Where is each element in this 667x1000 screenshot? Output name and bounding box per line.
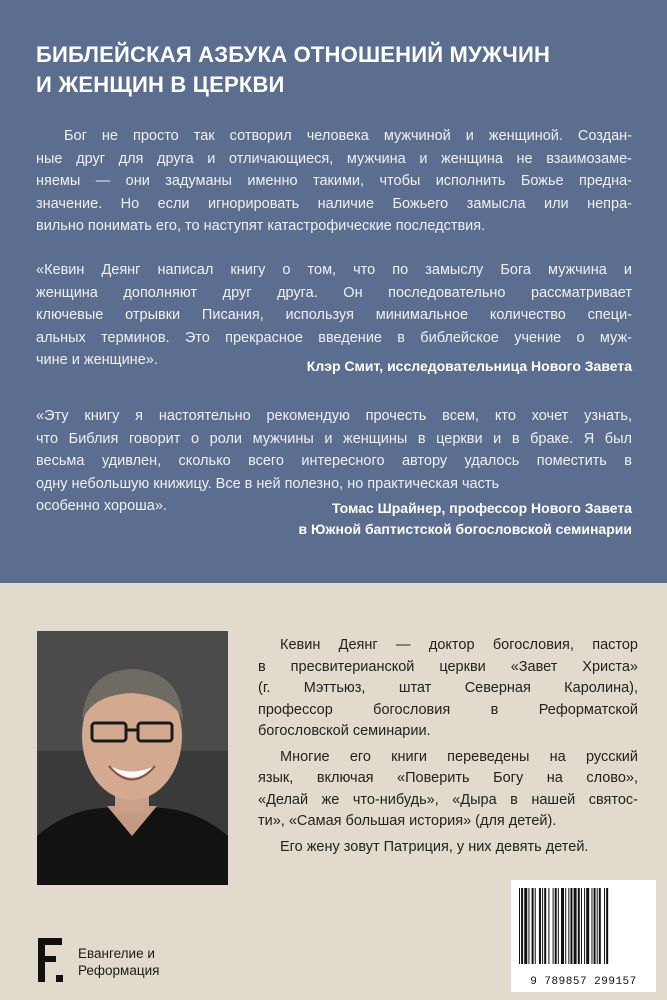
bio-line: (г. Мэттьюз, штат Северная Каролина), xyxy=(258,680,638,696)
bio-line: «Делай же что-нибудь», «Дыра в нашей святос- xyxy=(258,791,638,808)
bio-line: Его жену зовут Патриция, у них девять детей. xyxy=(280,838,589,855)
quote-2-author-line: в Южной баптистской богословской семинарии xyxy=(298,521,632,537)
title-line-2: И ЖЕНЩИН В ЦЕРКВИ xyxy=(36,72,285,97)
bio-line: в пресвитерианской церкви «Завет Христа» xyxy=(258,658,638,675)
bio-line: ти», «Самая большая история» (для детей). xyxy=(258,813,557,829)
author-photo xyxy=(37,631,228,885)
quote-2-line: «Эту книгу я настоятельно рекомендую прочесть всем, кто хочет узнать, xyxy=(36,408,632,424)
title-line-1: БИБЛЕЙСКАЯ АЗБУКА ОТНОШЕНИЙ МУЖЧИН xyxy=(36,42,551,67)
bio-line: Кевин Деянг — доктор богословия, пастор xyxy=(280,637,638,653)
intro-line: няемы — они задуманы именно такими, чтобы исполнить Божье предна- xyxy=(36,173,632,189)
quote-2-line: весьма удивлен, сколько всего интересного автору удалось поместить в xyxy=(36,453,632,469)
publisher-name xyxy=(78,945,159,979)
quote-2-line: особенно хороша». xyxy=(36,498,167,514)
quote-1-line: женщина дополняют друг друга. Он последовательно рассматривает xyxy=(36,284,632,301)
quote-1-line: чине и женщине». xyxy=(36,352,158,368)
publisher-logo-icon xyxy=(36,936,66,984)
book-title xyxy=(36,40,646,100)
quote-2-line: одну небольшую книжицу. Все в ней полезно, но практическая часть xyxy=(36,475,500,492)
quote-2-author xyxy=(298,498,632,540)
isbn-barcode xyxy=(511,880,656,992)
quote-2-author-line: Томас Шрайнер, профессор Нового Завета xyxy=(332,500,632,516)
intro-line: Бог не просто так сотворил человека мужчиной и женщиной. Создан- xyxy=(64,128,632,144)
intro-paragraph xyxy=(36,125,632,238)
intro-line: ные друг для друга и отличающиеся, мужчина и женщина не взаимозаме- xyxy=(36,150,632,167)
quote-1 xyxy=(36,259,632,372)
bio-line: язык, включая «Поверить Богу на слово», xyxy=(258,770,638,786)
intro-line: вильно понимать его, то наступят катастрофические последствия. xyxy=(36,218,486,234)
bio-line: Многие его книги переведены на русский xyxy=(280,748,638,765)
quote-1-line: альных терминов. Это прекрасное введение в библейское учение о муж- xyxy=(36,329,632,346)
intro-line: значение. Но если игнорировать наличие Божьего замысла или непра- xyxy=(36,195,632,212)
publisher-name-line: Евангелие и xyxy=(78,946,155,961)
quote-1-line: ключевые отрывки Писания, используя минимальное количество специ- xyxy=(36,307,632,323)
author-bio xyxy=(258,635,638,858)
quote-1-line: «Кевин Деянг написал книгу о том, что по замыслу Бога мужчина и xyxy=(36,262,632,278)
bio-line: богословской семинарии. xyxy=(258,723,431,739)
isbn-number: 9 789857 299157 xyxy=(530,976,637,988)
barcode-icon xyxy=(511,880,656,970)
quote-2-line: что Библия говорит о роли мужчины и женщины в церкви и в браке. Я был xyxy=(36,430,632,447)
quote-1-author: Клэр Смит, исследовательница Нового Завета xyxy=(306,358,632,374)
bio-line: профессор богословия в Реформатской xyxy=(258,701,638,718)
author-portrait-image xyxy=(37,631,228,885)
publisher-name-line: Реформация xyxy=(78,963,160,978)
